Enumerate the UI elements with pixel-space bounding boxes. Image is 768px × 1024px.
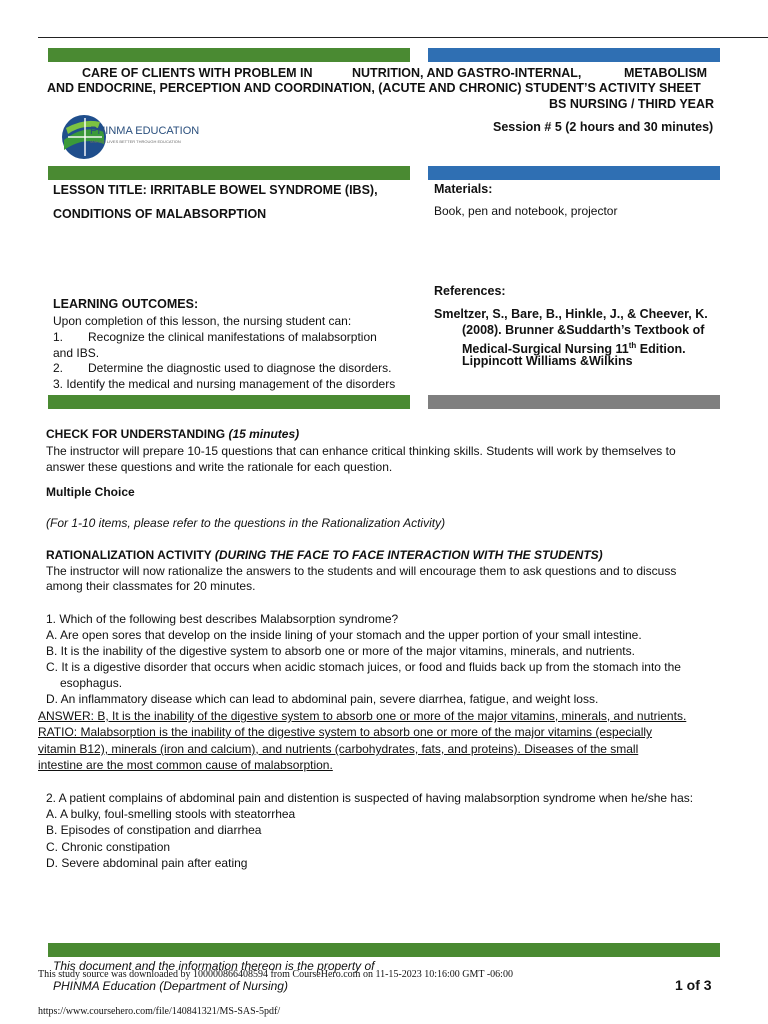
section-green-bar (48, 166, 410, 180)
reference-line-3: Medical-Surgical Nursing 11th Edition. (462, 341, 686, 357)
ra-text-2: among their classmates for 20 minutes. (46, 579, 256, 593)
outcome-2: Determine the diagnostic used to diagnose the disorders. (88, 361, 392, 375)
outcome-3: 3. Identify the medical and nursing management of the disorders (53, 377, 396, 391)
section-end-green-bar (48, 395, 410, 409)
reference-line-1: Smeltzer, S., Bare, B., Hinkle, J., & Cheever, K. (434, 307, 708, 321)
outcomes-intro: Upon completion of this lesson, the nursing student can: (53, 314, 352, 328)
reference-line-2: (2008). Brunner &Suddarth’s Textbook of (462, 323, 705, 337)
q2-option-a: A. A bulky, foul-smelling stools with steatorrhea (46, 807, 296, 821)
header-title-2: AND ENDOCRINE, PERCEPTION AND COORDINATION, (ACUTE AND CHRONIC) STUDENT’S ACTIVITY SHEET (47, 81, 701, 95)
cfu-heading: CHECK FOR UNDERSTANDING (15 minutes) (46, 427, 300, 441)
header-green-bar (48, 48, 410, 62)
logo-tagline: MAKING LIVES BETTER THROUGH EDUCATION (90, 139, 181, 144)
materials-heading: Materials: (434, 182, 493, 196)
source-url-link[interactable]: https://www.coursehero.com/file/140841321/MS-SAS-5pdf/ (38, 1006, 281, 1017)
ra-text-1: The instructor will now rationalize the answers to the students and will encourage them to ask questions and to discuss (46, 564, 677, 578)
top-rule (38, 37, 768, 38)
phinma-logo (60, 110, 220, 164)
header-title-1c: METABOLISM (624, 66, 708, 80)
ra-heading: RATIONALIZATION ACTIVITY (DURING THE FACE TO FACE INTERACTION WITH THE STUDENTS) (46, 548, 603, 562)
materials-text: Book, pen and notebook, projector (434, 204, 618, 218)
section-end-gray-bar (428, 395, 720, 409)
header-blue-bar (428, 48, 720, 62)
answer-1: ANSWER: B, It is the inability of the digestive system to absorb one or more of the major vitamins, minerals, and nutrients. (38, 709, 687, 723)
logo-text: PHINMA EDUCATION (90, 125, 200, 137)
download-notice: This study source was downloaded by 100000866408594 from CourseHero.com on 11-15-2023 10:16:00 GMT -06:00 (38, 969, 513, 980)
q1-option-d: D. An inflammatory disease which can lead to abdominal pain, severe diarrhea, fatigue, and weight loss. (46, 692, 599, 706)
session-label: Session # 5 (2 hours and 30 minutes) (493, 120, 714, 134)
section-blue-bar (428, 166, 720, 180)
q2-option-c: C. Chronic constipation (46, 840, 171, 854)
header-title-1b: NUTRITION, AND GASTRO-INTERNAL, (352, 66, 582, 80)
q1-option-a: A. Are open sores that develop on the inside lining of your stomach and the upper portion of your small intestine. (46, 628, 642, 642)
page-number: 1 of 3 (675, 977, 712, 993)
outcome-2-num: 2. (53, 361, 64, 375)
mc-note: (For 1-10 items, please refer to the questions in the Rationalization Activity) (46, 516, 446, 530)
rationale-1-line-1: RATIO: Malabsorption is the inability of the digestive system to absorb one or more of the major vitamins (especially (38, 725, 653, 739)
question-1: 1. Which of the following best describes Malabsorption syndrome? (46, 612, 399, 626)
cfu-text-1: The instructor will prepare 10-15 questions that can enhance critical thinking skills. Students will work by themselves to (46, 444, 676, 458)
header-title-3: BS NURSING / THIRD YEAR (549, 97, 715, 111)
references-heading: References: (434, 284, 506, 298)
q2-option-d: D. Severe abdominal pain after eating (46, 856, 248, 870)
outcomes-heading: LEARNING OUTCOMES: (53, 297, 199, 311)
mc-heading: Multiple Choice (46, 485, 135, 499)
rationale-1-line-3: intestine are the most common cause of malabsorption. (38, 758, 333, 772)
footer-property-1: This document and the information thereon is the property of (53, 959, 375, 973)
header-title-1a: CARE OF CLIENTS WITH PROBLEM IN (82, 66, 313, 80)
q1-option-c-1: C. It is a digestive disorder that occurs when acidic stomach juices, or food and fluids back up from the stomach into the (46, 660, 681, 674)
q1-option-b: B. It is the inability of the digestive system to absorb one or more of the major vitamins, minerals, and nutrients. (46, 644, 635, 658)
outcome-1-num: 1. (53, 330, 64, 344)
question-2: 2. A patient complains of abdominal pain and distention is suspected of having malabsorption syndrome when he/she has: (46, 791, 694, 805)
outcome-1b: and IBS. (53, 346, 100, 360)
lesson-title-2: CONDITIONS OF MALABSORPTION (53, 207, 267, 221)
rationale-1-line-2: vitamin B12), minerals (iron and calcium), and nutrients (carbohydrates, fats, and proteins). Diseases of the small (38, 742, 639, 756)
q2-option-b: B. Episodes of constipation and diarrhea (46, 823, 262, 837)
lesson-title-1: LESSON TITLE: IRRITABLE BOWEL SYNDROME (IBS), (53, 183, 378, 197)
reference-line-4: Lippincott Williams &Wilkins (462, 354, 633, 368)
footer-property-2: PHINMA Education (Department of Nursing) (53, 979, 288, 993)
outcome-1a: Recognize the clinical manifestations of malabsorption (88, 330, 377, 344)
q1-option-c-2: esophagus. (60, 676, 123, 690)
footer-green-bar (48, 943, 720, 957)
cfu-text-2: answer these questions and write the rationale for each question. (46, 460, 393, 474)
